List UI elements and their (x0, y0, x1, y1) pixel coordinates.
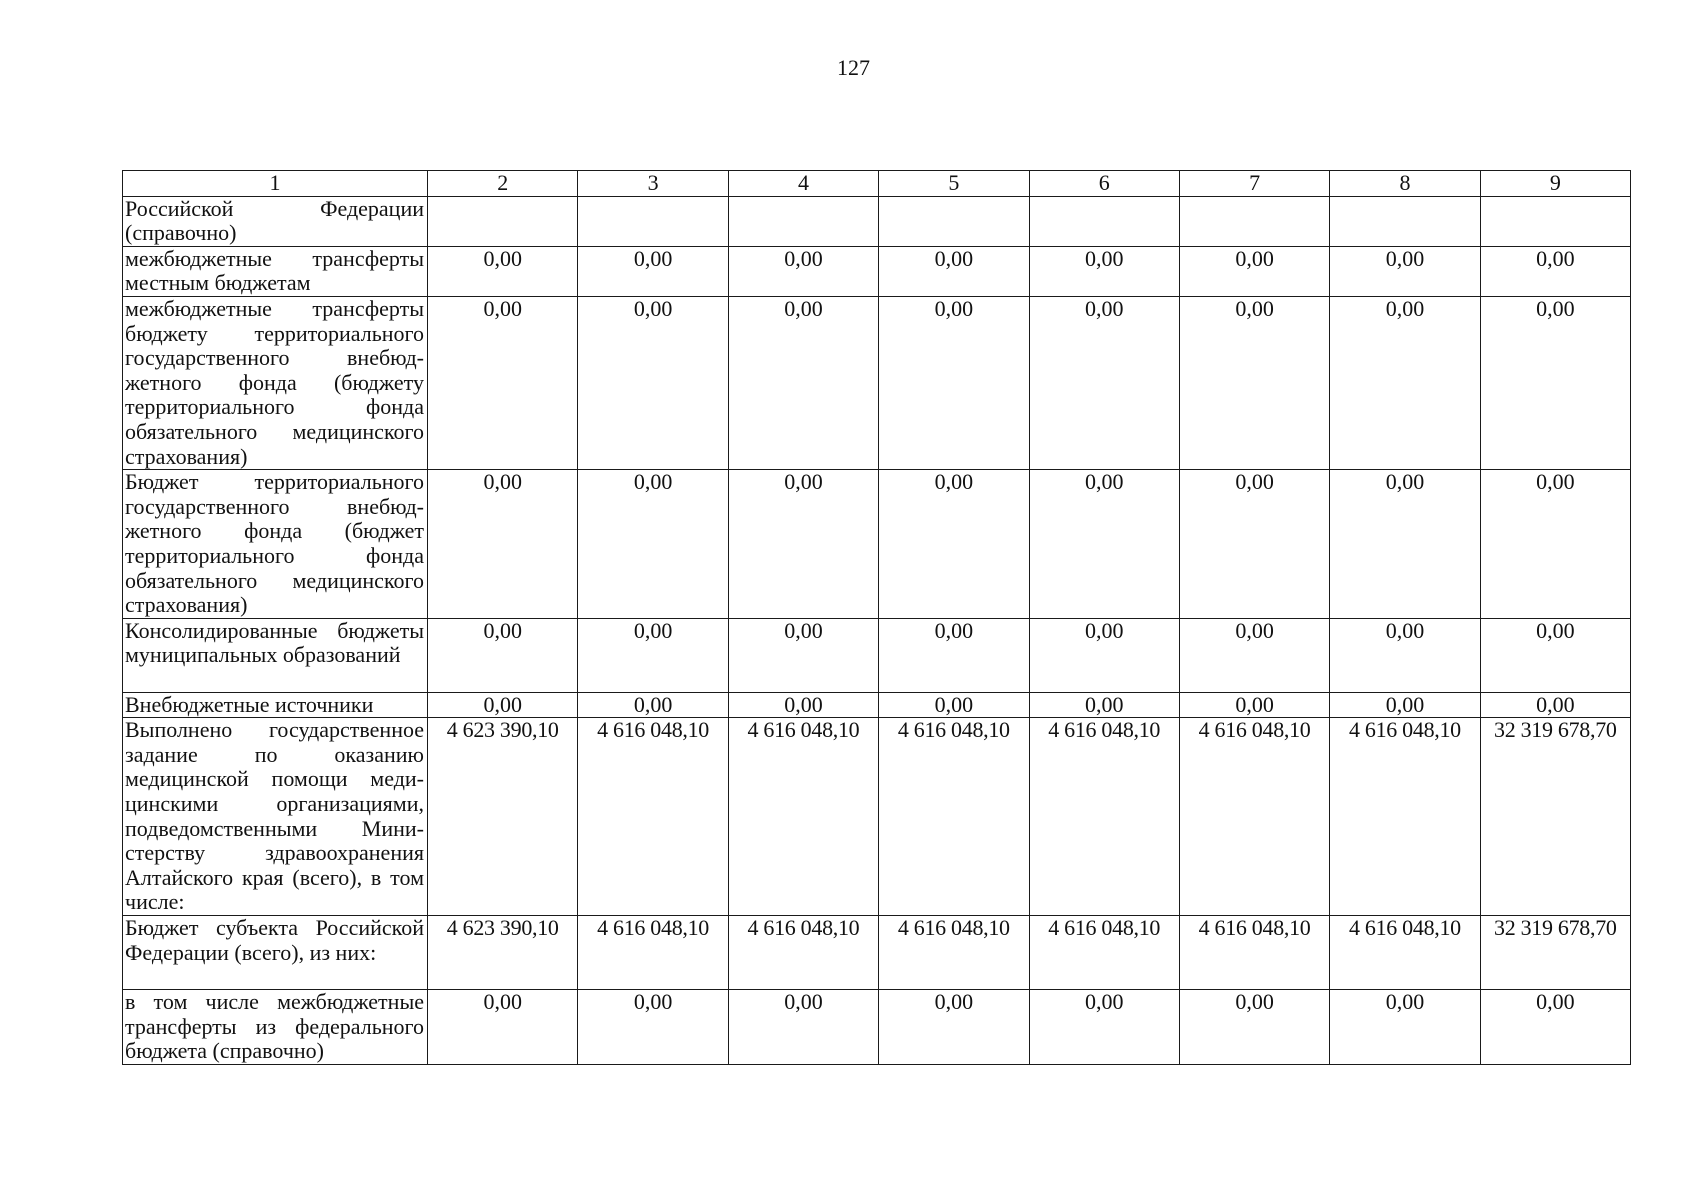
table-cell: 0,00 (1029, 470, 1179, 619)
table-cell (728, 196, 878, 246)
table-cell: 32 319 678,70 (1480, 718, 1630, 916)
table-cell: 0,00 (879, 618, 1029, 692)
table-cell: 0,00 (1330, 296, 1480, 469)
row-label: межбюджетные трансферты бюджету территориального государственного внебюджетного фонда (бюджету территориального фонда обязательного медицинского страхования) (123, 296, 428, 469)
table-cell: 0,00 (428, 990, 578, 1065)
column-number: 6 (1029, 171, 1179, 197)
row-label: межбюджетные трансферты местным бюджетам (123, 246, 428, 296)
table-cell: 0,00 (428, 692, 578, 718)
table-cell: 0,00 (1029, 990, 1179, 1065)
table-cell: 4 616 048,10 (728, 718, 878, 916)
column-number: 3 (578, 171, 728, 197)
table-cell: 0,00 (1480, 692, 1630, 718)
table-row (123, 470, 1631, 619)
table-cell: 4 616 048,10 (879, 718, 1029, 916)
row-label: Бюджет субъекта Российской Федерации (всего), из них: (123, 916, 428, 990)
table-cell: 0,00 (1179, 246, 1329, 296)
table-cell: 4 616 048,10 (1179, 916, 1329, 990)
table-cell: 0,00 (728, 470, 878, 619)
table-cell: 0,00 (1179, 618, 1329, 692)
table-cell: 0,00 (879, 990, 1029, 1065)
column-number: 4 (728, 171, 878, 197)
table-cell: 0,00 (1330, 618, 1480, 692)
table-row (123, 692, 1631, 718)
table-cell: 0,00 (1179, 296, 1329, 469)
table-row (123, 718, 1631, 916)
table-cell: 0,00 (879, 692, 1029, 718)
column-number: 8 (1330, 171, 1480, 197)
table-cell: 0,00 (1029, 618, 1179, 692)
table-cell: 0,00 (728, 618, 878, 692)
table-cell: 0,00 (1330, 990, 1480, 1065)
table-cell: 4 616 048,10 (1029, 718, 1179, 916)
table-cell: 0,00 (1480, 470, 1630, 619)
table-cell: 0,00 (1330, 246, 1480, 296)
column-number: 5 (879, 171, 1029, 197)
table-cell: 0,00 (1480, 246, 1630, 296)
table-cell: 0,00 (1480, 990, 1630, 1065)
table-cell (1330, 196, 1480, 246)
page-number: 127 (837, 55, 870, 80)
table-row (123, 990, 1631, 1065)
table-cell: 4 616 048,10 (578, 718, 728, 916)
table-cell: 0,00 (428, 246, 578, 296)
table-cell: 4 616 048,10 (879, 916, 1029, 990)
table-cell: 0,00 (728, 296, 878, 469)
table-cell: 0,00 (1179, 470, 1329, 619)
table-cell: 4 616 048,10 (1330, 718, 1480, 916)
table-cell: 0,00 (578, 296, 728, 469)
table-cell: 0,00 (1480, 296, 1630, 469)
table-cell: 32 319 678,70 (1480, 916, 1630, 990)
table-cell: 0,00 (578, 692, 728, 718)
row-label: Консолидированные бюджеты муниципальных образований (123, 618, 428, 692)
row-label: в том числе межбюджетные трансферты из федерального бюджета (справочно) (123, 990, 428, 1065)
table-cell: 4 623 390,10 (428, 916, 578, 990)
table-cell (879, 196, 1029, 246)
table-cell: 0,00 (879, 470, 1029, 619)
column-number: 2 (428, 171, 578, 197)
table-cell: 0,00 (428, 470, 578, 619)
table-cell: 0,00 (1179, 692, 1329, 718)
table-cell: 4 623 390,10 (428, 718, 578, 916)
table-cell: 0,00 (1029, 692, 1179, 718)
row-label: Внебюджетные источники (123, 692, 428, 718)
table-cell (1179, 196, 1329, 246)
table-cell (428, 196, 578, 246)
table-row (123, 196, 1631, 246)
row-label: Бюджет территориального государственного внебюджетного фонда (бюджет территориального фонда обязательного медицинского страхования) (123, 470, 428, 619)
table-cell: 0,00 (1330, 470, 1480, 619)
table-cell (1029, 196, 1179, 246)
table-cell: 4 616 048,10 (728, 916, 878, 990)
table-cell: 0,00 (578, 470, 728, 619)
table-cell: 0,00 (1179, 990, 1329, 1065)
table-row (123, 618, 1631, 692)
table-cell: 0,00 (728, 246, 878, 296)
table-cell: 0,00 (578, 246, 728, 296)
table-cell (1480, 196, 1630, 246)
row-label: Выполнено государственное задание по оказанию медицинской помощи медицинскими организациями, подведомственными Министерству здравоохранения Алтайского края (всего), в том числе: (123, 718, 428, 916)
table-row (123, 246, 1631, 296)
row-label: Российской Федерации (справочно) (123, 196, 428, 246)
table-row (123, 916, 1631, 990)
table-cell: 0,00 (428, 296, 578, 469)
table-cell: 0,00 (1029, 296, 1179, 469)
table-cell: 0,00 (578, 618, 728, 692)
column-number: 1 (123, 171, 428, 197)
table-cell: 4 616 048,10 (1029, 916, 1179, 990)
table-cell: 4 616 048,10 (1179, 718, 1329, 916)
table-cell: 0,00 (879, 296, 1029, 469)
table-cell: 0,00 (428, 618, 578, 692)
table-row (123, 296, 1631, 469)
table-cell (578, 196, 728, 246)
column-number: 7 (1179, 171, 1329, 197)
table-cell: 4 616 048,10 (578, 916, 728, 990)
budget-table (122, 170, 1631, 1065)
column-number: 9 (1480, 171, 1630, 197)
table-cell: 0,00 (1029, 246, 1179, 296)
table-cell: 0,00 (578, 990, 728, 1065)
table-cell: 0,00 (879, 246, 1029, 296)
table-cell: 0,00 (728, 692, 878, 718)
table-cell: 0,00 (728, 990, 878, 1065)
table-cell: 4 616 048,10 (1330, 916, 1480, 990)
column-number-row (123, 171, 1631, 197)
table-cell: 0,00 (1480, 618, 1630, 692)
table-cell: 0,00 (1330, 692, 1480, 718)
